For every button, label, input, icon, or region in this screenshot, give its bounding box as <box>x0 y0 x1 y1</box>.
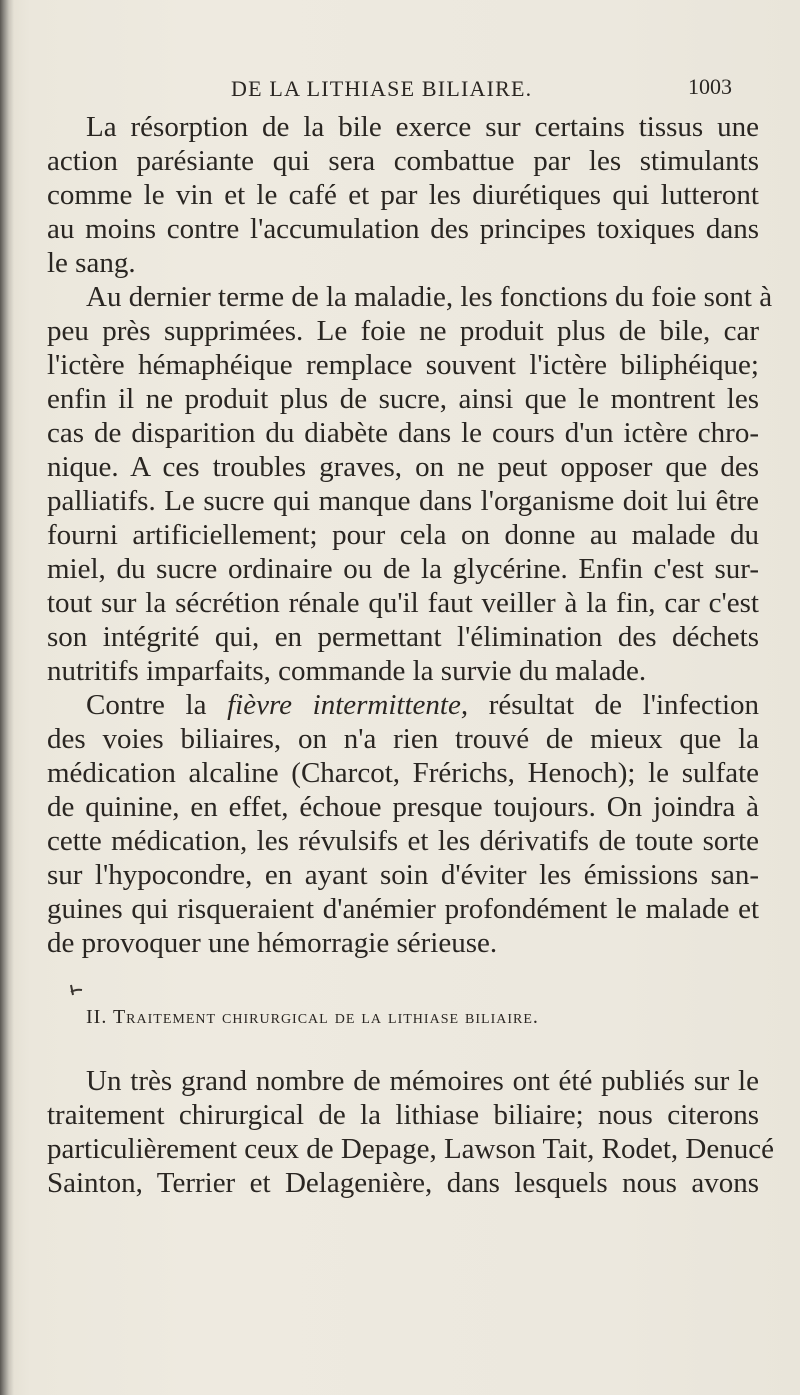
body-text-line: l'ictère hémaphéique remplace souvent l'ictère biliphéique; <box>47 349 759 381</box>
body-text-line: le sang. <box>47 247 136 279</box>
body-text-line <box>86 688 759 722</box>
section-heading: II. Traitement chirurgical de la lithiase biliaire. <box>86 1006 539 1028</box>
body-text-line: de provoquer une hémorragie sérieuse. <box>47 927 498 959</box>
body-text-line: traitement chirurgical de la lithiase biliaire; nous citerons <box>47 1099 759 1131</box>
body-text-line: de quinine, en effet, échoue presque toujours. On joindra à <box>47 791 759 823</box>
body-text-line: des voies biliaires, on n'a rien trouvé de mieux que la <box>47 723 759 755</box>
body-text-line: Au dernier terme de la maladie, les fonctions du foie sont à <box>86 281 773 313</box>
line-text: Contre la <box>86 689 228 721</box>
body-text-line: nutritifs imparfaits, commande la survie du malade. <box>47 655 647 687</box>
binding-gutter-shadow <box>0 0 14 1395</box>
ink-mark-icon <box>68 983 84 997</box>
body-text-line: guines qui risqueraient d'anémier profondément le malade et <box>47 893 759 925</box>
body-text-line: Sainton, Terrier et Delagenière, dans lesquels nous avons <box>47 1167 759 1199</box>
body-text-line: action parésiante qui sera combattue par les stimulants <box>47 145 759 177</box>
page-number: 1003 <box>688 74 732 99</box>
body-text-line: fourni artificiellement; pour cela on donne au malade du <box>47 519 759 551</box>
body-text-line: son intégrité qui, en permettant l'élimination des déchets <box>47 621 759 653</box>
body-text-line: tout sur la sécrétion rénale qu'il faut veiller à la fin, car c'est <box>47 587 759 619</box>
running-head: DE LA LITHIASE BILIAIRE. <box>231 76 533 101</box>
body-text-line: sur l'hypocondre, en ayant soin d'éviter les émissions san- <box>47 859 759 891</box>
body-text-line: palliatifs. Le sucre qui manque dans l'organisme doit lui être <box>47 485 759 517</box>
body-text-line: peu près supprimées. Le foie ne produit plus de bile, car <box>47 315 759 347</box>
body-text-line: nique. A ces troubles graves, on ne peut opposer que des <box>47 451 759 483</box>
body-text-line: miel, du sucre ordinaire ou de la glycérine. Enfin c'est sur- <box>47 553 759 585</box>
body-text-line: au moins contre l'accumulation des principes toxiques dans <box>47 213 759 245</box>
line-text: résultat de l'infection <box>468 689 760 721</box>
body-text-line: La résorption de la bile exerce sur certains tissus une <box>86 111 759 143</box>
body-text-line: médication alcaline (Charcot, Frérichs, Henoch); le sulfate <box>47 757 759 789</box>
body-text-line: enfin il ne produit plus de sucre, ainsi que le montrent les <box>47 383 759 415</box>
body-text-line: comme le vin et le café et par les diurétiques qui lutteront <box>47 179 759 211</box>
body-text-line: cette médication, les révulsifs et les dérivatifs de toute sorte <box>47 825 759 857</box>
body-text-line: Un très grand nombre de mémoires ont été publiés sur le <box>86 1065 759 1097</box>
italic-term: fièvre intermittente, <box>227 689 469 721</box>
body-text-line: cas de disparition du diabète dans le cours d'un ictère chro- <box>47 417 759 449</box>
body-text-line: particulièrement ceux de Depage, Lawson Tait, Rodet, Denucé <box>47 1133 774 1165</box>
